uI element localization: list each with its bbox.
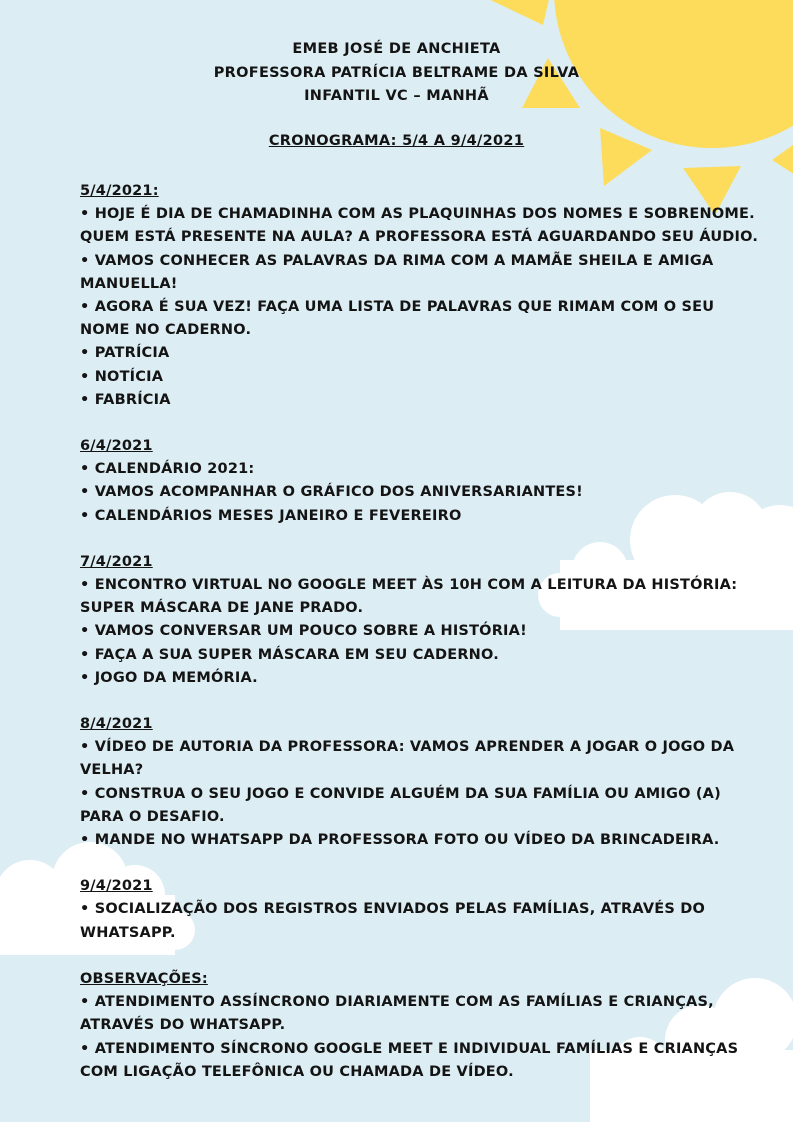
list-item: • CALENDÁRIO 2021: bbox=[80, 461, 255, 478]
list-item: • NOTÍCIA bbox=[80, 368, 164, 385]
list-item: • PATRÍCIA bbox=[80, 345, 170, 362]
schedule-title: CRONOGRAMA: 5/4 A 9/4/2021 bbox=[268, 133, 525, 149]
section-title: 9/4/2021 bbox=[80, 878, 153, 895]
list-item: • ENCONTRO VIRTUAL NO GOOGLE MEET ÀS 10H COM A LEITURA DA HISTÓRIA: SUPER MÁSCARA DE JANE PRADO. bbox=[80, 577, 738, 617]
list-item: • FABRÍCIA bbox=[80, 391, 171, 408]
list-item: • VÍDEO DE AUTORIA DA PROFESSORA: VAMOS APRENDER A JOGAR O JOGO DA VELHA? bbox=[80, 739, 735, 779]
school-name: EMEB JOSÉ DE ANCHIETA bbox=[292, 41, 501, 57]
document-header bbox=[0, 38, 793, 109]
list-item: • ATENDIMENTO ASSÍNCRONO DIARIAMENTE COM AS FAMÍLIAS E CRIANÇAS, ATRAVÉS DO WHATSAPP. bbox=[80, 994, 714, 1034]
section-title: OBSERVAÇÕES: bbox=[80, 970, 208, 987]
list-item: • MANDE NO WHATSAPP DA PROFESSORA FOTO OU VÍDEO DA BRINCADEIRA. bbox=[80, 832, 720, 849]
list-item: • FAÇA A SUA SUPER MÁSCARA EM SEU CADERNO. bbox=[80, 646, 499, 663]
list-item: • CALENDÁRIOS MESES JANEIRO E FEVEREIRO bbox=[80, 507, 462, 524]
list-item: • ATENDIMENTO SÍNCRONO GOOGLE MEET E INDIVIDUAL FAMÍLIAS E CRIANÇAS COM LIGAÇÃO TELEFÔNICA OU CHAMADA DE VÍDEO. bbox=[80, 1040, 739, 1080]
section-title: 5/4/2021: bbox=[80, 183, 159, 199]
section-title: 8/4/2021 bbox=[80, 716, 153, 733]
day-section bbox=[80, 180, 760, 412]
list-item: • VAMOS CONHECER AS PALAVRAS DA RIMA COM A MAMÃE SHEILA E AMIGA MANUELLA! bbox=[80, 252, 714, 292]
observations-section bbox=[80, 968, 760, 1084]
list-item: • SOCIALIZAÇÃO DOS REGISTROS ENVIADOS PELAS FAMÍLIAS, ATRAVÉS DO WHATSAPP. bbox=[80, 901, 706, 941]
teacher-name: PROFESSORA PATRÍCIA BELTRAME DA SILVA bbox=[213, 64, 580, 81]
day-section bbox=[80, 551, 760, 690]
list-item: • HOJE É DIA DE CHAMADINHA COM AS PLAQUINHAS DOS NOMES E SOBRENOME. QUEM ESTÁ PRESENTE NA AULA? A PROFESSORA ESTÁ AGUARDANDO SEU ÁUDIO. bbox=[80, 206, 759, 246]
day-section bbox=[80, 713, 760, 852]
list-item: • AGORA É SUA VEZ! FAÇA UMA LISTA DE PALAVRAS QUE RIMAM COM O SEU NOME NO CADERNO. bbox=[80, 299, 715, 339]
day-section bbox=[80, 435, 760, 528]
list-item: • JOGO DA MEMÓRIA. bbox=[80, 669, 258, 686]
class-name: INFANTIL VC – MANHÃ bbox=[304, 88, 489, 104]
schedule-body bbox=[80, 180, 760, 1107]
section-title: 6/4/2021 bbox=[80, 438, 153, 455]
list-item: • VAMOS ACOMPANHAR O GRÁFICO DOS ANIVERSARIANTES! bbox=[80, 484, 583, 501]
list-item: • VAMOS CONVERSAR UM POUCO SOBRE A HISTÓRIA! bbox=[80, 623, 527, 640]
day-section bbox=[80, 875, 760, 945]
list-item: • CONSTRUA O SEU JOGO E CONVIDE ALGUÉM DA SUA FAMÍLIA OU AMIGO (A) PARA O DESAFIO. bbox=[80, 785, 721, 825]
section-title: 7/4/2021 bbox=[80, 553, 153, 570]
